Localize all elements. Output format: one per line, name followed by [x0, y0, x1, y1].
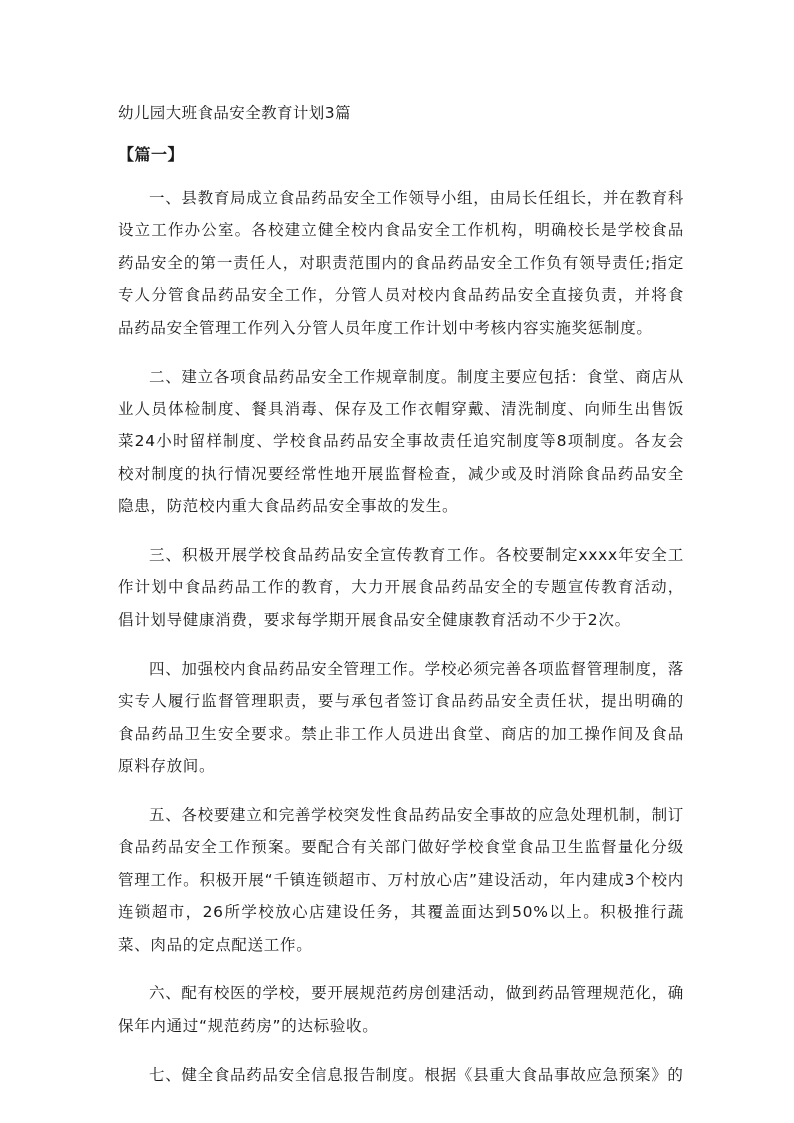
paragraph-4: 四、加强校内食品药品安全管理工作。学校必须完善各项监督管理制度，落实专人履行监督管理职责，要与承包者签订食品药品安全责任状，提出明确的食品药品卫生安全要求。禁止非工作人员进出食堂、商店的加工操作间及食品原料存放间。 — [118, 659, 684, 775]
paragraph-7: 七、健全食品药品安全信息报告制度。根据《县重大食品事故应急预案》的 — [149, 1065, 684, 1084]
document-title: 幼儿园大班食品安全教育计划3篇 — [118, 104, 351, 122]
paragraph-1: 一、县教育局成立食品药品安全工作领导小组，由局长任组长，并在教育科设立工作办公室。各校建立健全校内食品安全工作机构，明确校长是学校食品药品安全的第一责任人，对职责范围内的食品药品安全工作负有领导责任;指定专人分管食品药品安全工作，分管人员对校内食品药品安全直接负责，并将食品药品安全管理工作列入分管人员年度工作计划中考核内容实施奖惩制度。 — [118, 189, 684, 337]
document-body — [118, 182, 684, 1108]
paragraph-5: 五、各校要建立和完善学校突发性食品药品安全事故的应急处理机制，制订食品药品安全工作预案。要配合有关部门做好学校食堂食品卫生监督量化分级管理工作。积极开展“千镇连锁超市、万村放心店”建设活动，年内建成3个校内连锁超市，26所学校放心店建设任务，其覆盖面达到50%以上。积极推行蔬菜、肉品的定点配送工作。 — [118, 805, 684, 954]
paragraph-3: 三、积极开展学校食品药品安全宣传教育工作。各校要制定xxxx年安全工作计划中食品药品工作的教育，大力开展食品药品安全的专题宣传教育活动，倡计划导健康消费，要求每学期开展食品安全健康教育活动不少于2次。 — [118, 546, 684, 629]
section-label: 【篇一】 — [118, 145, 185, 164]
paragraph-6: 六、配有校医的学校，要开展规范药房创建活动，做到药品管理规范化，确保年内通过“规范药房”的达标验收。 — [118, 984, 684, 1035]
paragraph-2: 二、建立各项食品药品安全工作规章制度。制度主要应包括：食堂、商店从业人员体检制度、餐具消毒、保存及工作衣帽穿戴、清洗制度、向师生出售饭菜24小时留样制度、学校食品药品安全事故责任追究制度等8项制度。各友会校对制度的执行情况要经常性地开展监督检查，减少或及时消除食品药品安全隐患，防范校内重大食品药品安全事故的发生。 — [118, 367, 684, 516]
